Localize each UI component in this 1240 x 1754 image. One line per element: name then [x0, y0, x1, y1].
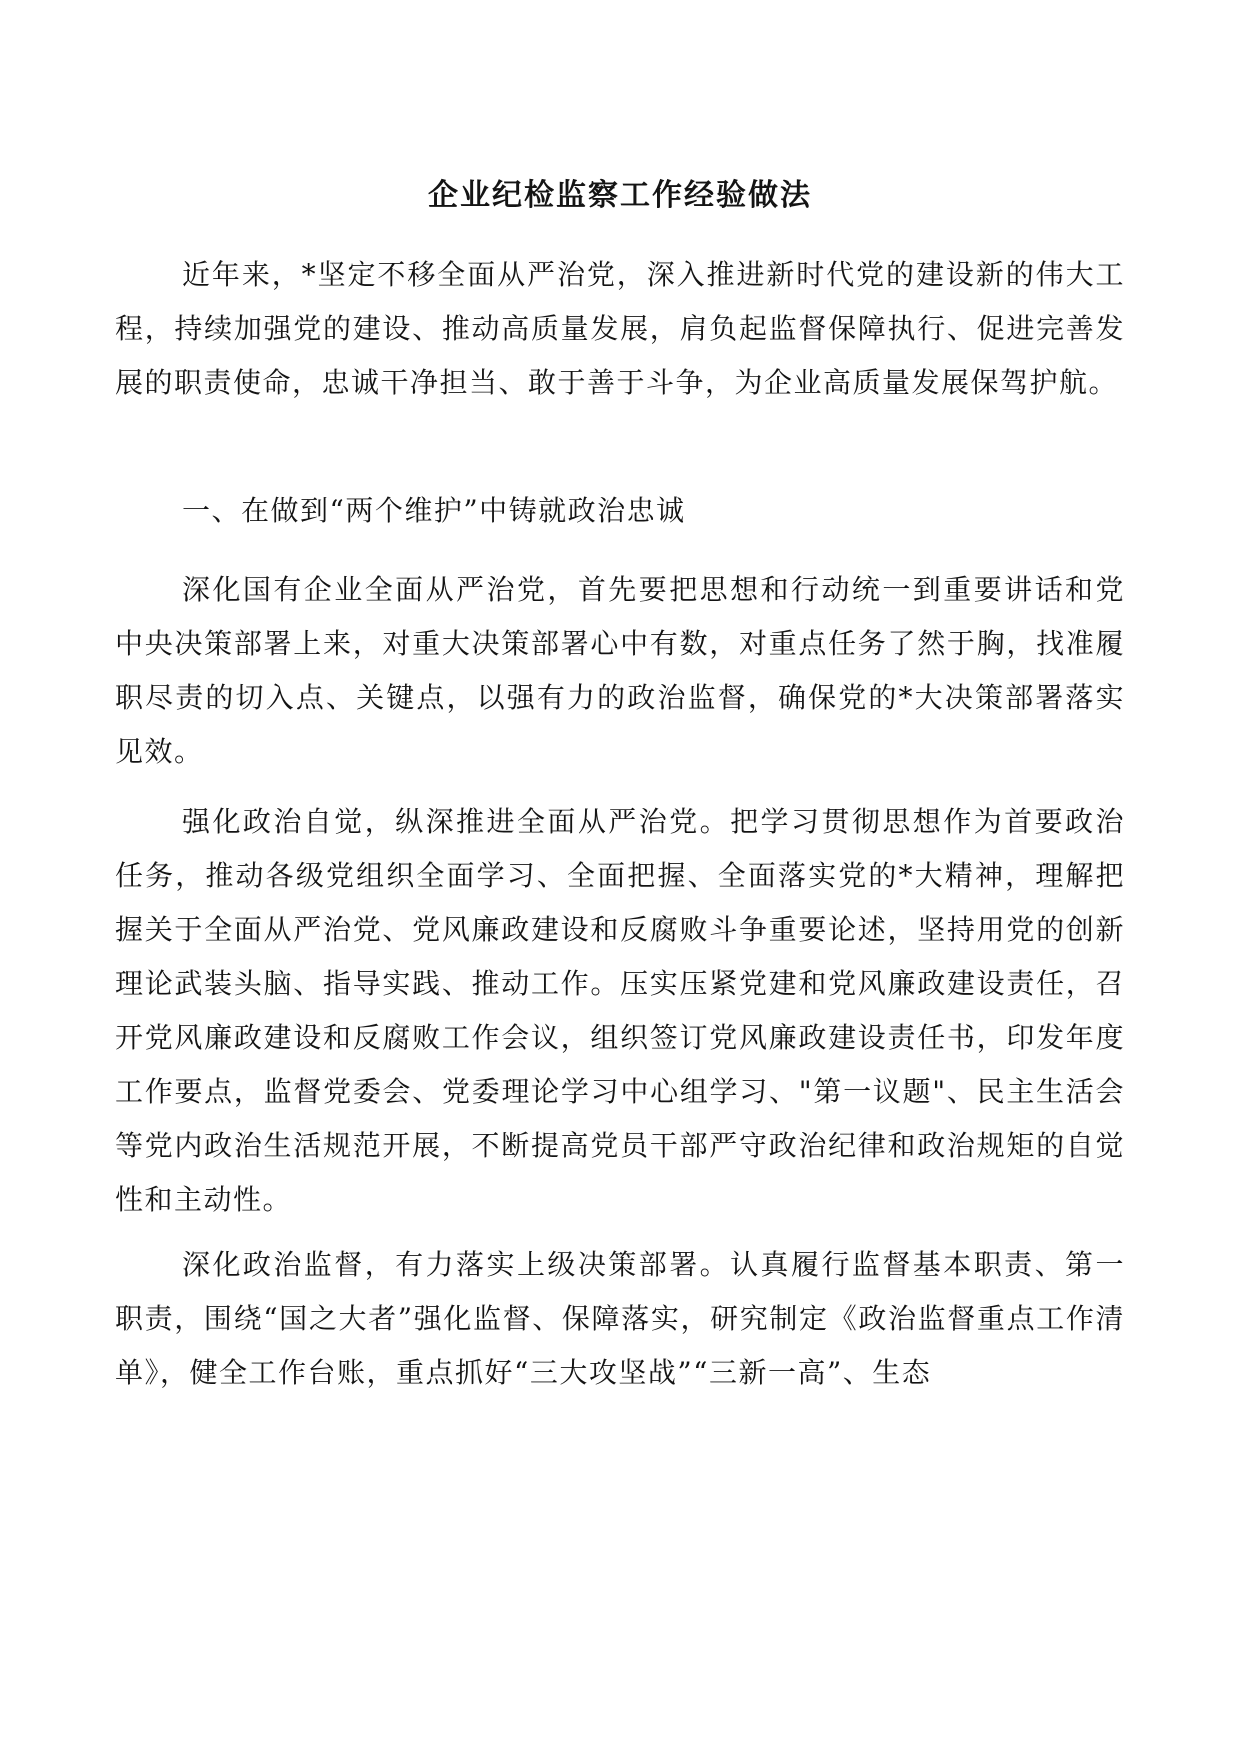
body-paragraph-3: 深化政治监督，有力落实上级决策部署。认真履行监督基本职责、第一职责，围绕“国之大者”强化监督、保障落实，研究制定《政治监督重点工作清单》，健全工作台账，重点抓好“三大攻坚战”“三新一高”、生态 [115, 1248, 1125, 1389]
intro-paragraph: 近年来，*坚定不移全面从严治党，深入推进新时代党的建设新的伟大工程，持续加强党的建设、推动高质量发展，肩负起监督保障执行、促进完善发展的职责使命，忠诚干净担当、敢于善于斗争，为企业高质量发展保驾护航。 [115, 258, 1125, 399]
document-title: 企业纪检监察工作经验做法 [428, 178, 812, 213]
body-paragraph-2: 强化政治自觉，纵深推进全面从严治党。把学习贯彻思想作为首要政治任务，推动各级党组织全面学习、全面把握、全面落实党的*大精神，理解把握关于全面从严治党、党风廉政建设和反腐败斗争重要论述，坚持用党的创新理论武装头脑、指导实践、推动工作。压实压紧党建和党风廉政建设责任，召开党风廉政建设和反腐败工作会议，组织签订党风廉政建设责任书，印发年度工作要点，监督党委会、党委理论学习中心组学习、"第一议题"、民主生活会等党内政治生活规范开展，不断提高党员干部严守政治纪律和政治规矩的自觉性和主动性。 [115, 805, 1125, 1216]
section-heading: 一、在做到“两个维护”中铸就政治忠诚 [182, 494, 686, 527]
body-paragraph-1: 深化国有企业全面从严治党，首先要把思想和行动统一到重要讲话和党中央决策部署上来，对重大决策部署心中有数，对重点任务了然于胸，找准履职尽责的切入点、关键点，以强有力的政治监督，确保党的*大决策部署落实见效。 [115, 573, 1125, 768]
